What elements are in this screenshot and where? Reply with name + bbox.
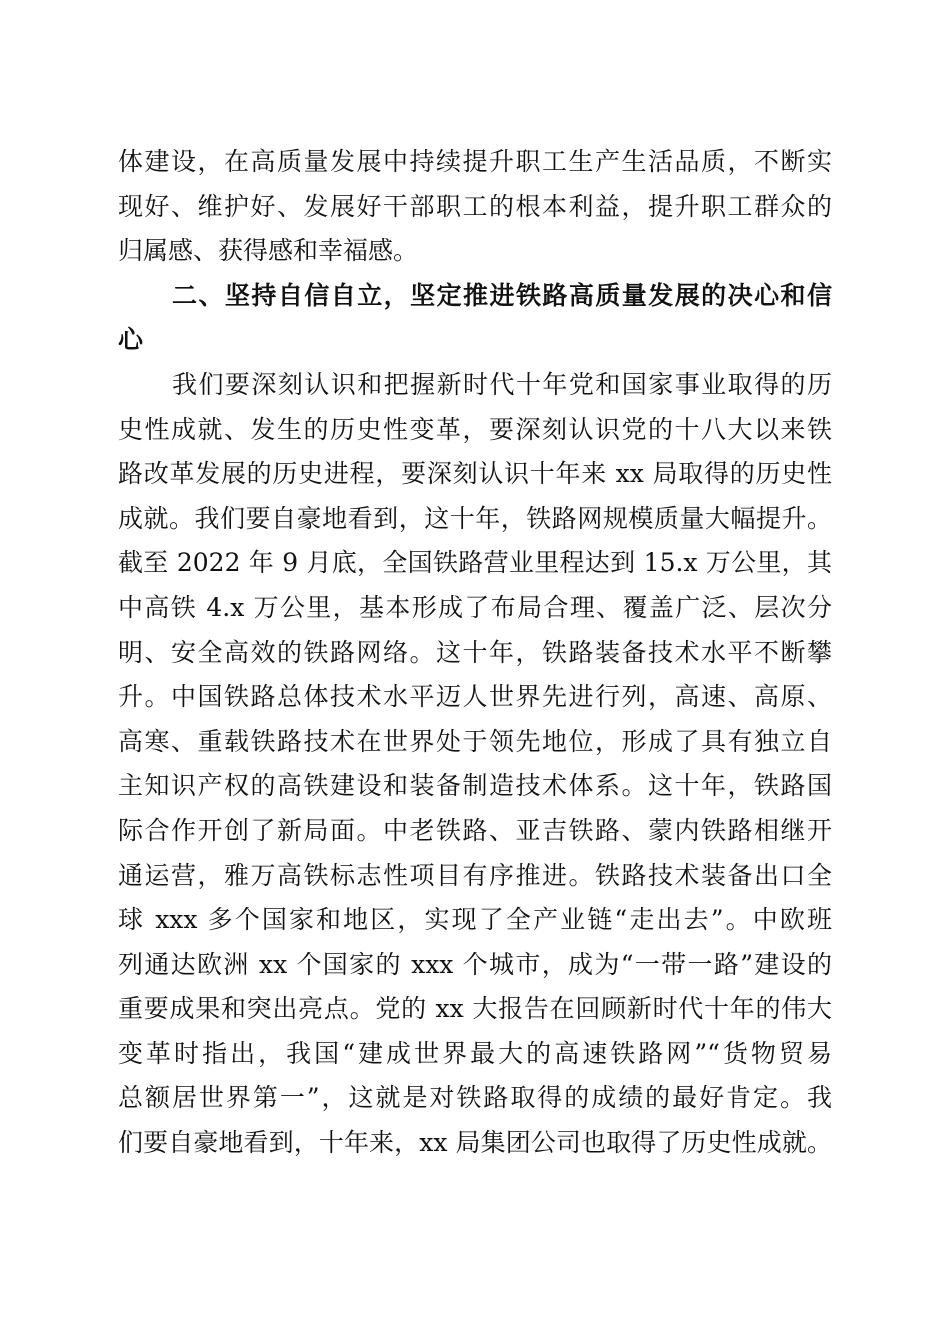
paragraph-line: 体建设，在高质量发展中持续提升职工生产生活品质，不断实	[118, 147, 832, 176]
paragraph-line: 中高铁 4.x 万公里，基本形成了布局合理、覆盖广泛、层次分	[118, 592, 832, 622]
document-page	[118, 140, 832, 1166]
paragraph-line: 明、安全高效的铁路网络。这十年，铁路装备技术水平不断攀	[118, 637, 832, 667]
section-heading-line: 心	[118, 325, 144, 355]
paragraph-line: 高寒、重载铁路技术在世界处于领先地位，形成了具有独立自	[118, 726, 832, 756]
paragraph-line: 们要自豪地看到，十年来，xx 局集团公司也取得了历史性成就。	[118, 1128, 832, 1158]
paragraph-line: 主知识产权的高铁建设和装备制造技术体系。这十年，铁路国	[118, 771, 832, 801]
paragraph-line: 升。中国铁路总体技术水平迈人世界先进行列，高速、高原、	[118, 682, 832, 712]
paragraph-line: 现好、维护好、发展好干部职工的根本利益，提升职工群众的	[118, 191, 832, 221]
paragraph-line: 重要成果和突出亮点。党的 xx 大报告在回顾新时代十年的伟大	[118, 994, 832, 1024]
paragraph-line: 通运营，雅万高铁标志性项目有序推进。铁路技术装备出口全	[118, 860, 832, 890]
paragraph-line: 成就。我们要自豪地看到，这十年，铁路网规模质量大幅提升。	[118, 503, 832, 533]
paragraph-line: 际合作开创了新局面。中老铁路、亚吉铁路、蒙内铁路相继开	[118, 815, 832, 845]
section-heading-line: 二、坚持自信自立，坚定推进铁路高质量发展的决心和信	[172, 280, 832, 310]
paragraph-line: 截至 2022 年 9 月底，全国铁路营业里程达到 15.x 万公里，其	[118, 548, 832, 578]
paragraph-line: 我们要深刻认识和把握新时代十年党和国家事业取得的历	[172, 369, 832, 399]
paragraph-line: 归属感、获得感和幸福感。	[118, 236, 419, 266]
paragraph-line: 史性成就、发生的历史性变革，要深刻认识党的十八大以来铁	[118, 414, 832, 444]
paragraph-line: 球 xxx 多个国家和地区，实现了全产业链“走出去”。中欧班	[118, 905, 832, 935]
paragraph-line: 总额居世界第一”，这就是对铁路取得的成绩的最好肯定。我	[118, 1083, 832, 1113]
paragraph-line: 变革时指出，我国“建成世界最大的高速铁路网”“货物贸易	[118, 1038, 832, 1068]
paragraph-line: 路改革发展的历史进程，要深刻认识十年来 xx 局取得的历史性	[118, 459, 832, 489]
paragraph-line: 列通达欧洲 xx 个国家的 xxx 个城市，成为“一带一路”建设的	[118, 949, 832, 979]
